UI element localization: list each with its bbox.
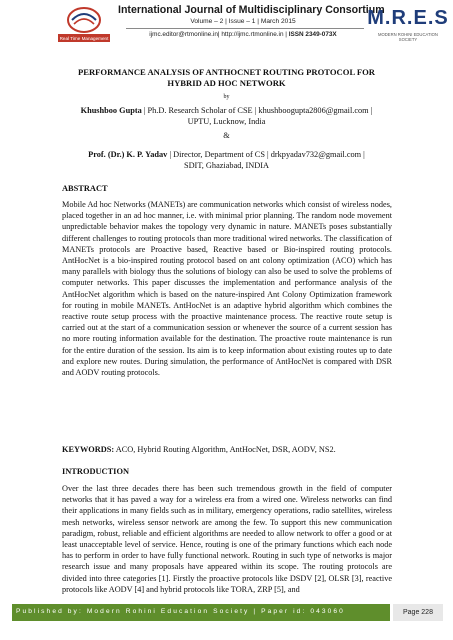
author-1-name: Khushboo Gupta xyxy=(80,106,142,115)
journal-header xyxy=(0,0,453,52)
rtm-logo-label: Real Time Management xyxy=(59,36,109,41)
author-1 xyxy=(54,105,399,127)
mres-logo-subtitle: MODERN ROHINI EDUCATION SOCIETY xyxy=(378,32,438,42)
article-title xyxy=(60,67,393,88)
introduction-heading: INTRODUCTION xyxy=(62,467,130,476)
page-footer xyxy=(0,600,453,626)
abstract-heading: ABSTRACT xyxy=(62,184,108,193)
mres-logo-text: M.R.E.S xyxy=(367,7,449,29)
journal-contact-links: ijmc.editor@rtmonline.in| http://ijmc.rtmonline.in | xyxy=(149,31,287,38)
by-label: by xyxy=(223,94,230,100)
author-2 xyxy=(54,149,399,171)
keywords xyxy=(62,445,392,454)
author-2-name: Prof. (Dr.) K. P. Yadav xyxy=(88,150,168,159)
author-separator: & xyxy=(223,131,230,140)
footer-publisher: Published by: Modern Rohini Education Society | Paper id: 043060 xyxy=(16,608,345,615)
page-number: Page 228 xyxy=(393,604,443,621)
author-1-institution: UPTU, Lucknow, India xyxy=(187,117,266,126)
mres-logo xyxy=(364,4,452,48)
article-title-line-2: HYBRID AD HOC NETWORK xyxy=(167,77,286,88)
article-title-line-1: PERFORMANCE ANALYSIS OF ANTHOCNET ROUTING PROTOCOL FOR xyxy=(77,67,375,77)
author-1-affiliation: | Ph.D. Research Scholar of CSE | khushboogupta2806@gmail.com | xyxy=(141,106,373,115)
author-2-affiliation: | Director, Department of CS | drkpyadav732@gmail.com | xyxy=(167,150,365,159)
introduction-text: Over the last three decades there has been such tremendous growth in the field of computer networks that it has paved a way for a wireless era from a wired one. Wireless networks can find their applications in many fields such as in military, emergency operations, radio satellites, wireless mesh networks, wireless sensor network are among the few. To support this new communication paradigm, robust, reliable and efficient algorithms are needed to allow network to offer a good or at least unacceptable level of service. Hence, routing is one of the primary functions which each node has to perform in order to have fully functional network. Routing in such type of networks is major research issue and many proposals have appeared within its scope. The routing protocols are divided into three categories [1]. Firstly the proactive protocols like DSDV [2], OLSR [3], reactive protocols like AODV [4] and hybrid protocols like TORA, ZRP [5], and xyxy=(62,484,392,594)
volume-issue: Volume – 2 | Issue – 1 | March 2015 xyxy=(190,18,296,25)
journal-issn: ISSN 2349-073X xyxy=(288,31,337,38)
header-divider xyxy=(126,28,364,29)
rtm-logo-icon xyxy=(54,6,114,44)
keywords-label: KEYWORDS: xyxy=(62,445,115,454)
journal-contact xyxy=(118,31,368,38)
abstract-text: Mobile Ad hoc Networks (MANETs) are communication networks which consist of wireless nodes, placed together in an ad hoc manner, i.e. with minimal prior planning. The random node movement unpredictable behavior makes the topology very dynamic in nature. MANETs poses substantially different challenges to routing protocols than more traditional wired networks. The classification of MANETs protocols are Proactive based, Reactive based or Bio-inspired routing protocols. AntHocNet is a bio-inspired routing protocol based on ant colony optimization (ACO) which has many parallels with biology thus the solutions of biology can also be used to solve the problems of computer networks. This paper discusses the implementation and performance analysis of the AntHocNet algorithm which is based on the nature-inspired Ant Colony Optimization framework for routing in mobile MANETs. AntHocNet is an adaptive hybrid algorithm which combines the reactive route setup process with the proactive maintenance process. The reactive route setup is carried out at the start of a communication session or whenever the source of a current session has no more routing information available for the destination. The proactive route maintenance is run for the entire duration of the session. Its aim is to keep information about existing routes up to date and explore new routes. During simulation, the performance of AntHocNet is compared with DSR and AODV routing protocols. xyxy=(62,200,392,378)
journal-title: International Journal of Multidisciplinary Consortium xyxy=(118,4,385,16)
keywords-list: ACO, Hybrid Routing Algorithm, AntHocNet, DSR, AODV, NS2. xyxy=(114,445,336,454)
author-2-institution: SDIT, Ghaziabad, INDIA xyxy=(183,161,270,170)
